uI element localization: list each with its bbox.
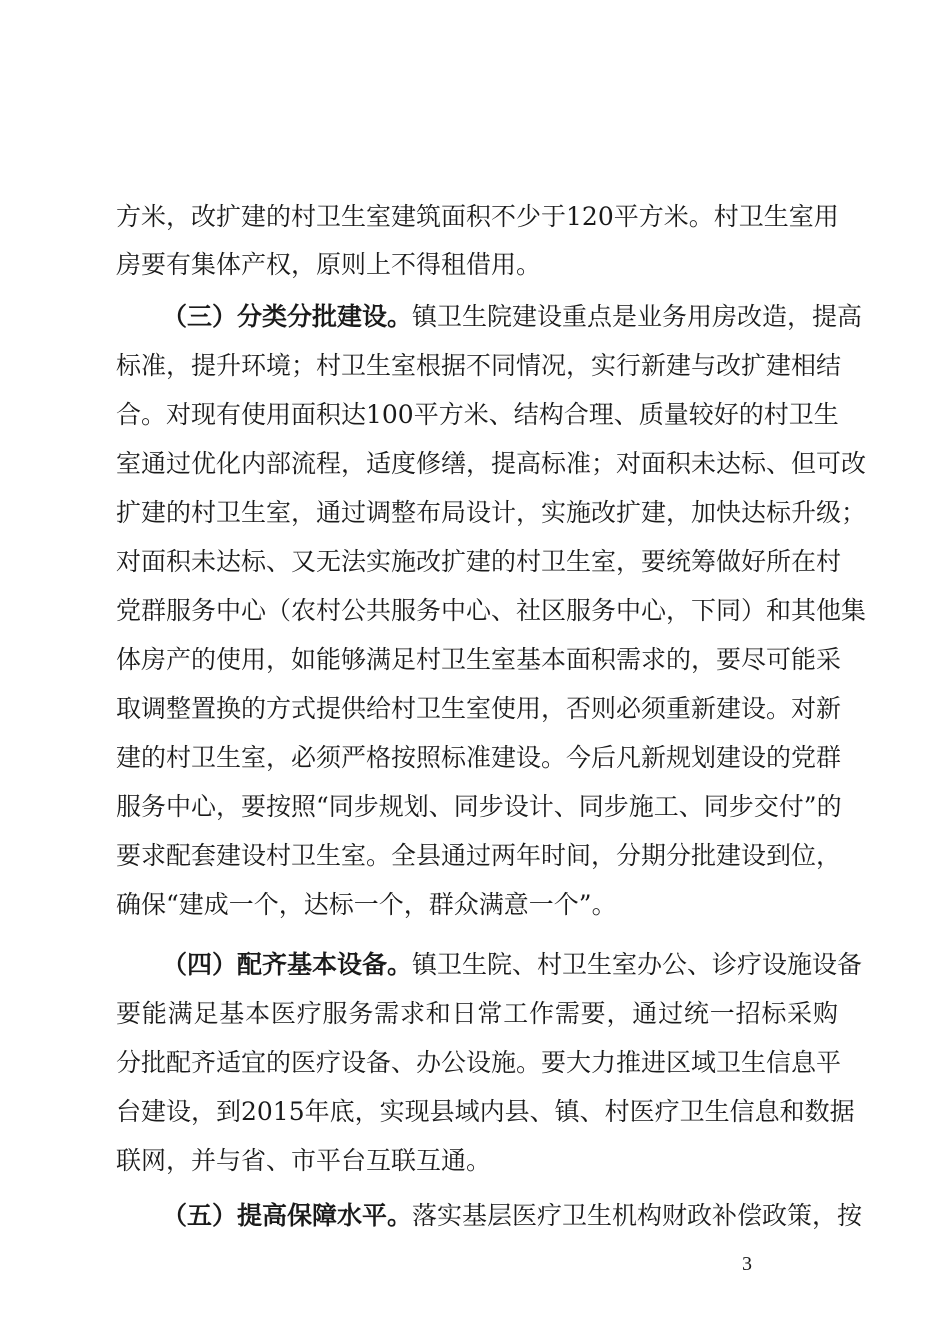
text-line: 确保“建成一个，达标一个，群众满意一个”。	[116, 890, 617, 919]
section-three-first-line: （三）分类分批建设。镇卫生院建设重点是业务用房改造，提高	[162, 302, 863, 331]
text-line: 室通过优化内部流程，适度修缮，提高标准；对面积未达标、但可改	[116, 449, 867, 478]
section-heading: （四）配齐基本设备。	[162, 950, 413, 979]
text-line: 服务中心，要按照“同步规划、同步设计、同步施工、同步交付”的	[116, 792, 842, 821]
text-line: 方米，改扩建的村卫生室建筑面积不少于120平方米。村卫生室用	[116, 202, 839, 231]
text-line: 合。对现有使用面积达100平方米、结构合理、质量较好的村卫生	[116, 400, 839, 429]
text-line: 标准，提升环境；村卫生室根据不同情况，实行新建与改扩建相结	[116, 351, 842, 380]
text-line: 建的村卫生室，必须严格按照标准建设。今后凡新规划建设的党群	[116, 743, 842, 772]
text-line: 扩建的村卫生室，通过调整布局设计，实施改扩建，加快达标升级；	[116, 498, 867, 527]
page-number: 3	[742, 1253, 752, 1275]
section-four-first-line: （四）配齐基本设备。镇卫生院、村卫生室办公、诊疗设施设备	[162, 950, 863, 979]
text-line: 取调整置换的方式提供给村卫生室使用，否则必须重新建设。对新	[116, 694, 842, 723]
text-line: 台建设，到2015年底，实现县域内县、镇、村医疗卫生信息和数据	[116, 1097, 855, 1126]
text-line: 分批配齐适宜的医疗设备、办公设施。要大力推进区域卫生信息平	[116, 1048, 842, 1077]
text-line: 对面积未达标、又无法实施改扩建的村卫生室，要统筹做好所在村	[116, 547, 842, 576]
text-line: 要能满足基本医疗服务需求和日常工作需要，通过统一招标采购	[116, 999, 838, 1028]
text-line: 体房产的使用，如能够满足村卫生室基本面积需求的，要尽可能采	[116, 645, 842, 674]
text-line: 党群服务中心（农村公共服务中心、社区服务中心，下同）和其他集	[116, 596, 867, 625]
section-five-first-line: （五）提高保障水平。落实基层医疗卫生机构财政补偿政策，按	[162, 1201, 863, 1230]
text-line: 联网，并与省、市平台互联互通。	[116, 1146, 492, 1175]
section-heading: （五）提高保障水平。	[162, 1201, 413, 1230]
section-heading: （三）分类分批建设。	[162, 302, 413, 331]
text-line: 要求配套建设村卫生室。全县通过两年时间，分期分批建设到位，	[116, 841, 842, 870]
text-line: 房要有集体产权，原则上不得租借用。	[116, 250, 542, 279]
